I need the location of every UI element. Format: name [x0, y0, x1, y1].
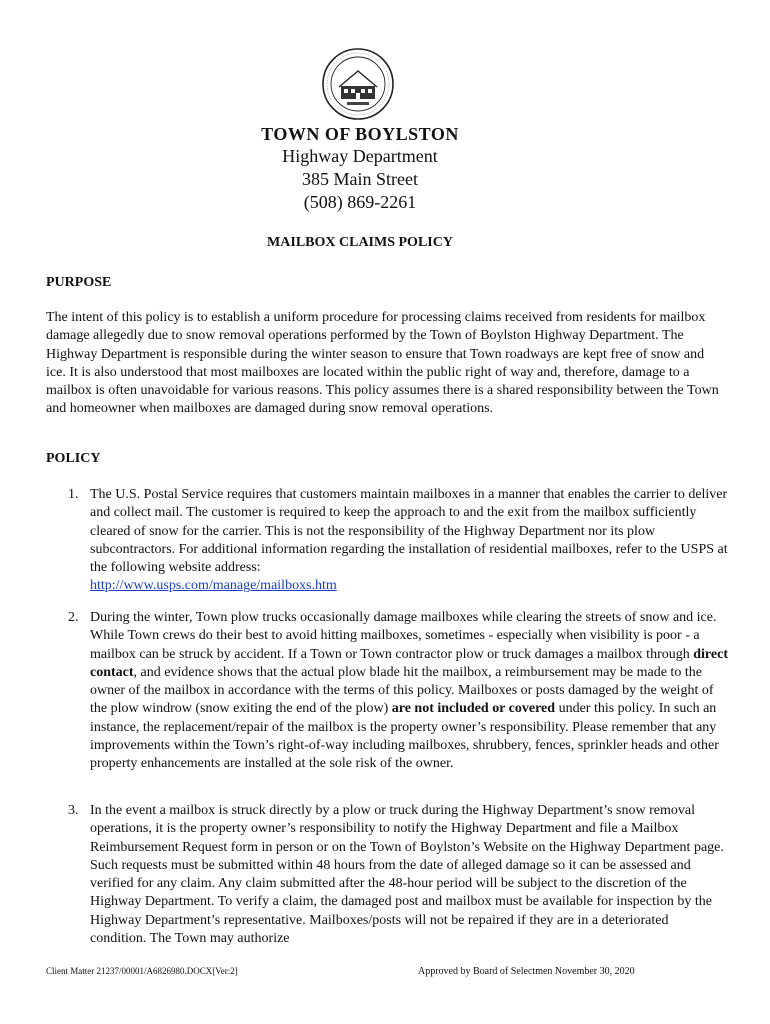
- item-text-part: During the winter, Town plow trucks occasionally damage mailboxes while clearing the streets of snow and ice. While Town crews do their best to avoid hitting mailboxes, sometimes - especially when visibility is poor - a mailbox can be struck by accident. If a Town or Town contractor plow or truck damages a mailbox through: [90, 610, 717, 662]
- item-number: 2.: [68, 610, 79, 625]
- item-number: 1.: [68, 487, 79, 502]
- phone-number: (508) 869-2261: [303, 192, 417, 212]
- footer-client-matter: Client Matter 21237/00001/A6826980.DOCX[Ver:2]: [46, 966, 238, 976]
- policy-item-1: [68, 486, 728, 596]
- emphasis-direct-contact: direct contact: [90, 646, 728, 680]
- usps-link[interactable]: http://www.usps.com/manage/mailboxs.htm: [90, 578, 337, 594]
- street-address: 385 Main Street: [302, 169, 418, 189]
- policy-item-2: [68, 609, 728, 774]
- policy-heading: POLICY: [46, 451, 101, 466]
- town-name: TOWN OF BOYLSTON: [261, 124, 459, 144]
- town-seal-logo: [321, 47, 395, 121]
- purpose-paragraph: The intent of this policy is to establish a uniform procedure for processing claims received from residents for mailbox damage allegedly due to snow removal operations performed by the Town of Boylston Highway Department. The Highway Department is responsible during the winter season to ensure that Town roadways are kept free of snow and ice. It is also understood that most mailboxes are located within the public right of way and, therefore, damage to a mailbox is often unavoidable for various reasons. This policy assumes there is a shared responsibility between the Town and homeowner when mailboxes are damaged during snow removal operations.: [46, 310, 719, 417]
- footer-approval: Approved by Board of Selectmen November 30, 2020: [418, 966, 635, 977]
- policy-item-3: [68, 802, 728, 948]
- item-text-part: under this policy. In such an instance, the replacement/repair of the mailbox is the property owner’s responsibility. Please remember that any improvements within the Town’s right-of-way including mailboxes, shrubbery, fences, sprinkler heads and other property enhancements are installed at the sole risk of the owner.: [90, 701, 719, 772]
- item-text: The U.S. Postal Service requires that customers maintain mailboxes in a manner that enables the carrier to deliver and collect mail. The customer is required to keep the approach to and the exit from the mailbox sufficiently cleared of snow for the carrier. This is not the responsibility of the Highway Department nor its plow subcontractors. For additional information regarding the installation of residential mailboxes, refer to the USPS at the following website address:: [90, 487, 728, 576]
- document-title: MAILBOX CLAIMS POLICY: [267, 235, 453, 250]
- purpose-heading: PURPOSE: [46, 275, 112, 290]
- item-text-part: , and evidence shows that the actual plow blade hit the mailbox, a reimbursement may be made to the owner of the mailbox in accordance with the terms of this policy. Mailboxes or posts damaged by the weight of the plow windrow (snow exiting the end of the plow): [90, 664, 714, 717]
- emphasis-not-covered: are not included or covered: [391, 701, 556, 717]
- item-number: 3.: [68, 803, 79, 818]
- item-text: In the event a mailbox is struck directly by a plow or truck during the Highway Department’s snow removal operations, it is the property owner’s responsibility to notify the Highway Department and file a Mailbox Reimbursement Request form in person or on the Town of Boylston’s Website on the Highway Department page. Such requests must be submitted within 48 hours from the date of alleged damage so it can be assessed and verified for any claim. Any claim submitted after the 48-hour period will be subject to the discretion of the Highway Department. To verify a claim, the damaged post and mailbox must be available for inspection by the Highway Department’s representative. Mailboxes/posts will not be repaired if they are in a deteriorated condition. The Town may authorize: [90, 803, 724, 947]
- department-name: Highway Department: [282, 146, 438, 166]
